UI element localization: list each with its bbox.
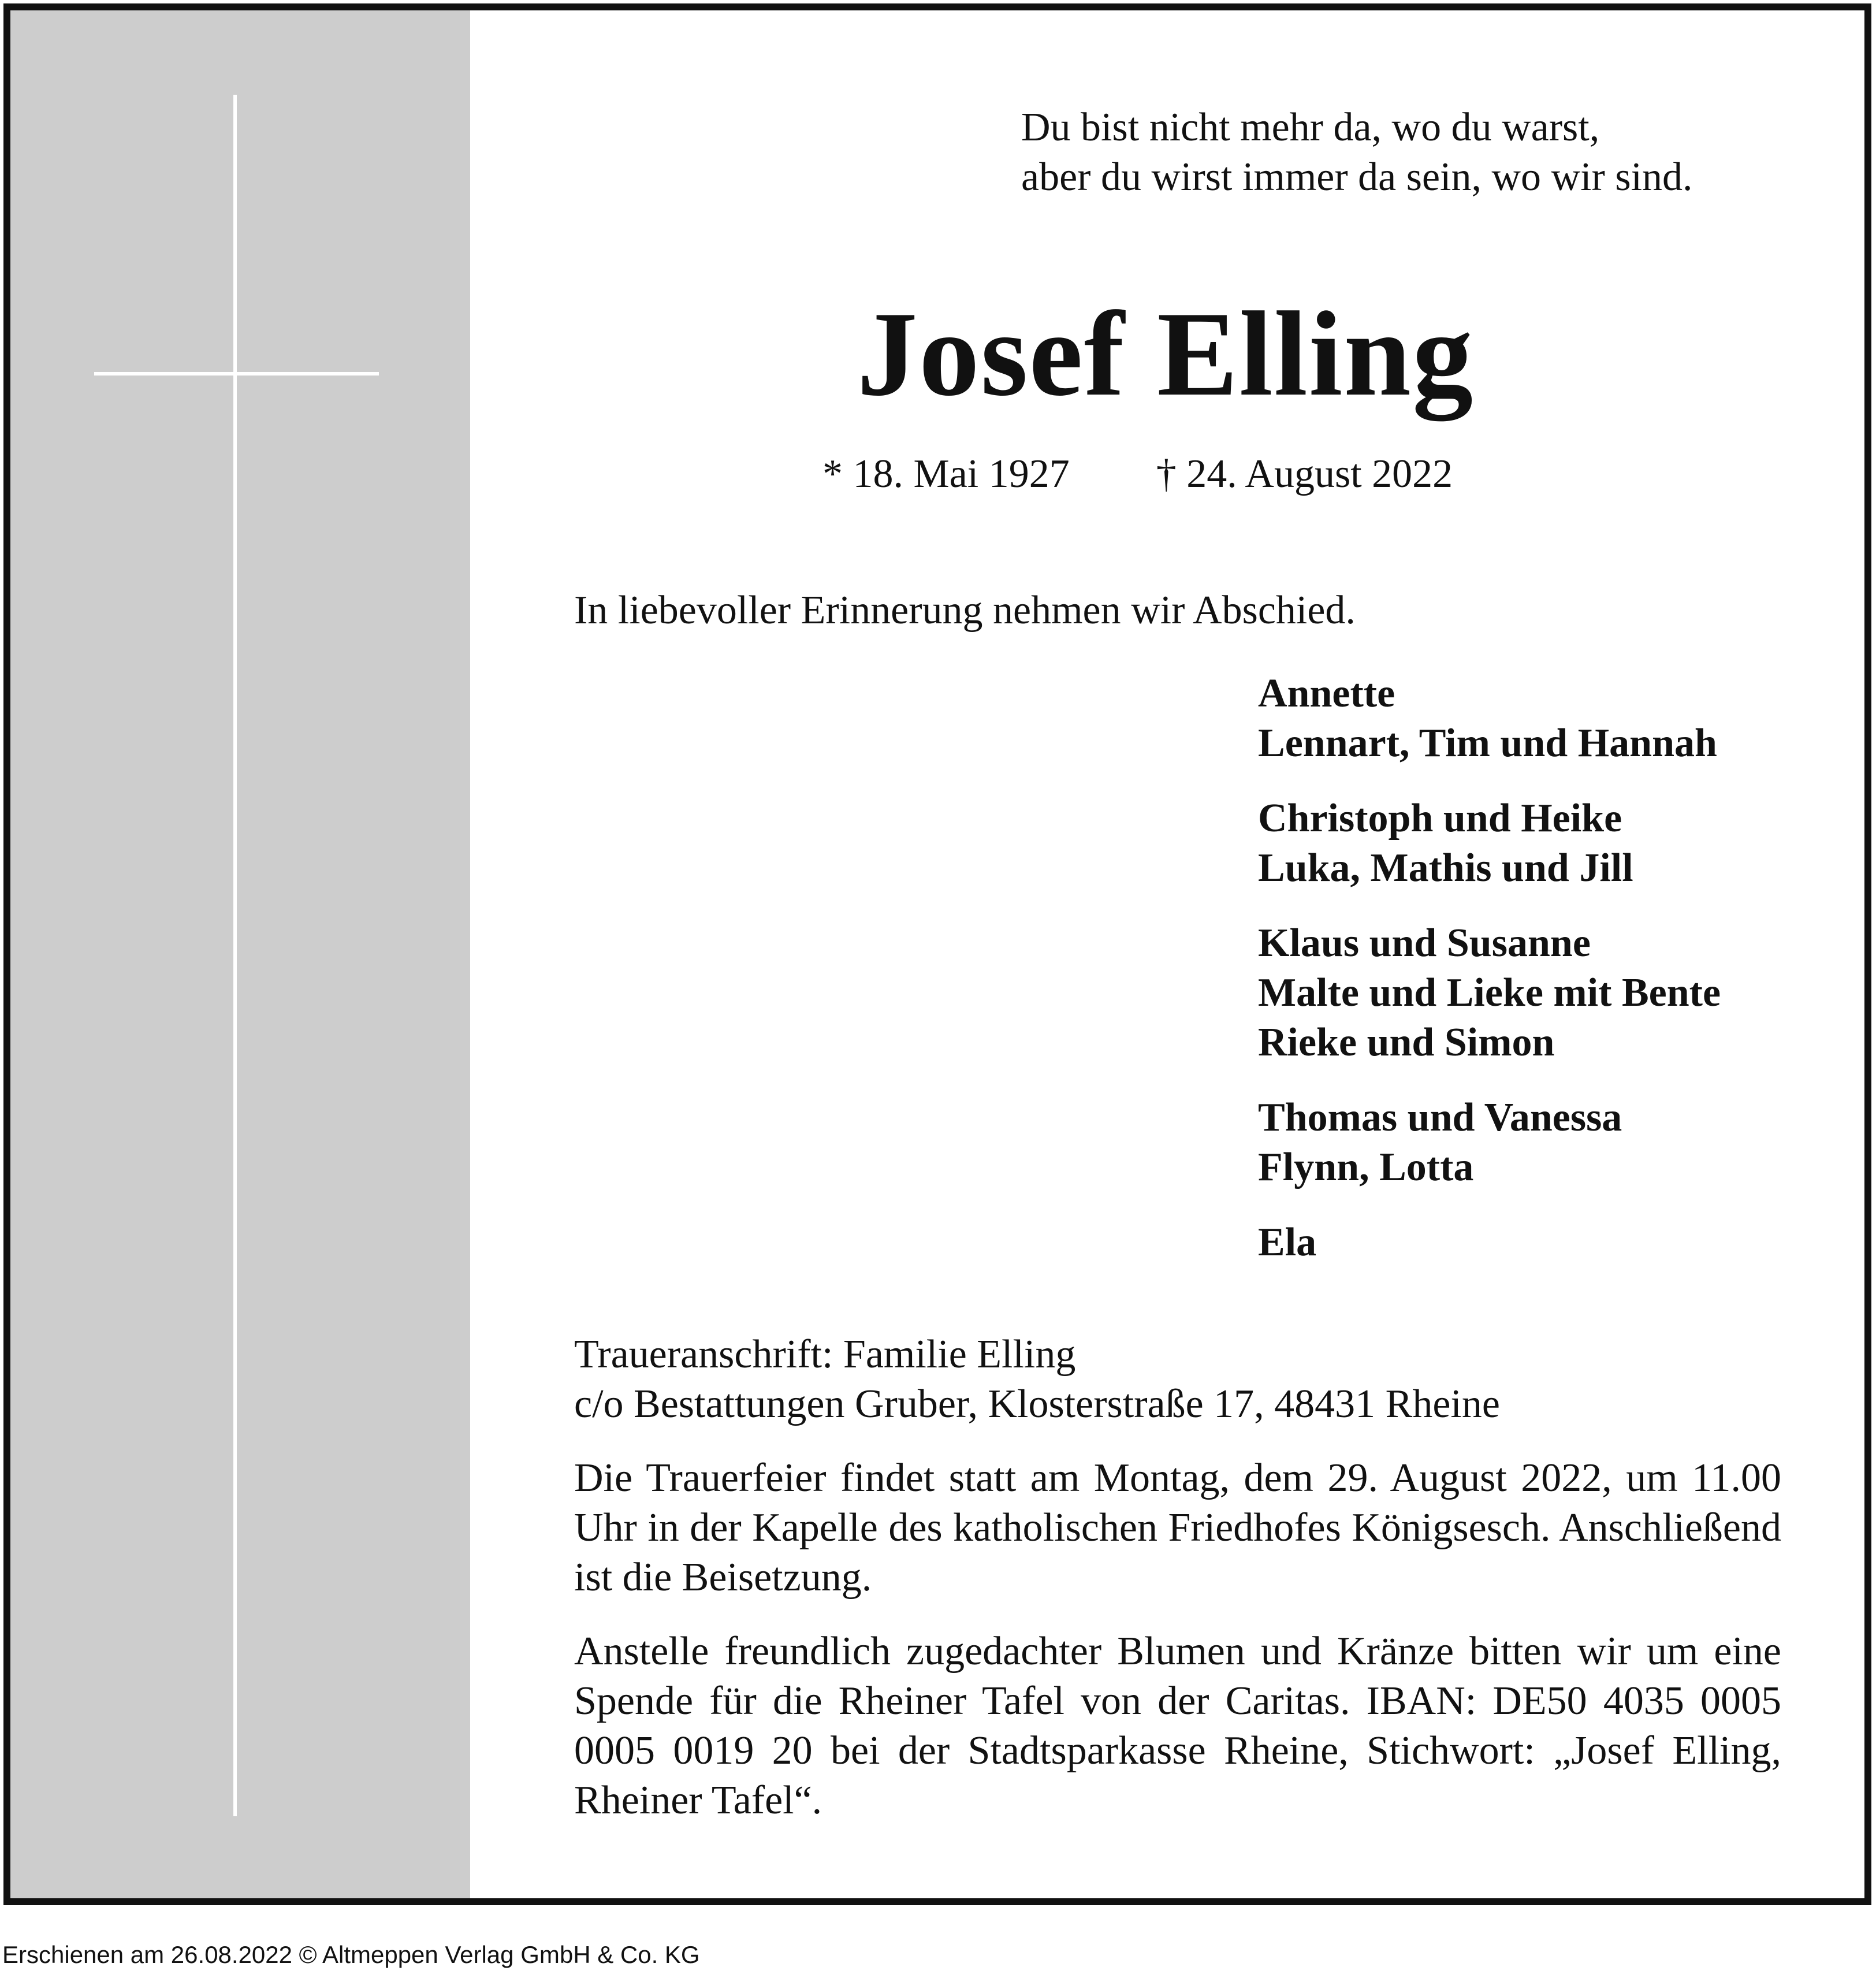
farewell-intro: In liebevoller Erinnerung nehmen wir Abschied. bbox=[574, 588, 1356, 633]
cross-icon-crossbar bbox=[94, 372, 379, 375]
address-line: c/o Bestattungen Gruber, Klosterstraße 17, 48431 Rheine bbox=[574, 1382, 1500, 1426]
mourner-line: Christoph und Heike bbox=[1258, 796, 1622, 841]
mourner-group bbox=[1258, 669, 1721, 768]
mourner-group bbox=[1258, 1093, 1721, 1192]
mourner-line: Malte und Lieke mit Bente bbox=[1258, 971, 1721, 1015]
side-panel bbox=[10, 10, 470, 1898]
mourner-line: Ela bbox=[1258, 1220, 1317, 1265]
donation-request-text: Anstelle freundlich zugedachter Blumen und Kränze bitten wir um eine Spende für die Rheiner Tafel von der Caritas. IBAN: DE50 4035 0005 0005 0019 20 bei der Stadtsparkasse Rheine, Stichwort: „Josef Elling, Rheiner Tafel“. bbox=[574, 1629, 1781, 1823]
mourner-group bbox=[1258, 919, 1721, 1068]
mourner-line: Thomas und Vanessa bbox=[1258, 1095, 1622, 1140]
memorial-quote bbox=[1021, 103, 1693, 202]
publication-footer: Erschienen am 26.08.2022 © Altmeppen Verlag GmbH & Co. KG bbox=[2, 1941, 700, 1968]
cross-icon bbox=[233, 95, 237, 1816]
obituary-notice bbox=[3, 3, 1871, 1905]
mourner-group bbox=[1258, 794, 1721, 893]
mourner-line: Flynn, Lotta bbox=[1258, 1145, 1474, 1189]
birth-date: * 18. Mai 1927 bbox=[822, 452, 1070, 496]
mourners-list bbox=[1258, 669, 1721, 1293]
mourner-line: Luka, Mathis und Jill bbox=[1258, 846, 1633, 890]
death-date: † 24. August 2022 bbox=[1156, 452, 1453, 496]
mourner-line: Lennart, Tim und Hannah bbox=[1258, 721, 1717, 765]
mourning-address bbox=[574, 1330, 1781, 1429]
mourner-line: Klaus und Susanne bbox=[1258, 921, 1591, 965]
deceased-name: Josef Elling bbox=[857, 287, 1475, 421]
mourner-line: Annette bbox=[1258, 671, 1395, 716]
quote-line: aber du wirst immer da sein, wo wir sind. bbox=[1021, 155, 1693, 199]
quote-line: Du bist nicht mehr da, wo du warst, bbox=[1021, 105, 1600, 150]
funeral-service-text: Die Trauerfeier findet statt am Montag, dem 29. August 2022, um 11.00 Uhr in der Kapelle des katholischen Friedhofes Königsesch. Anschließend ist die Beisetzung. bbox=[574, 1456, 1781, 1600]
mourner-line: Rieke und Simon bbox=[1258, 1020, 1555, 1065]
life-dates bbox=[822, 449, 1453, 499]
mourner-group bbox=[1258, 1218, 1721, 1267]
address-line: Traueranschrift: Familie Elling bbox=[574, 1332, 1076, 1377]
